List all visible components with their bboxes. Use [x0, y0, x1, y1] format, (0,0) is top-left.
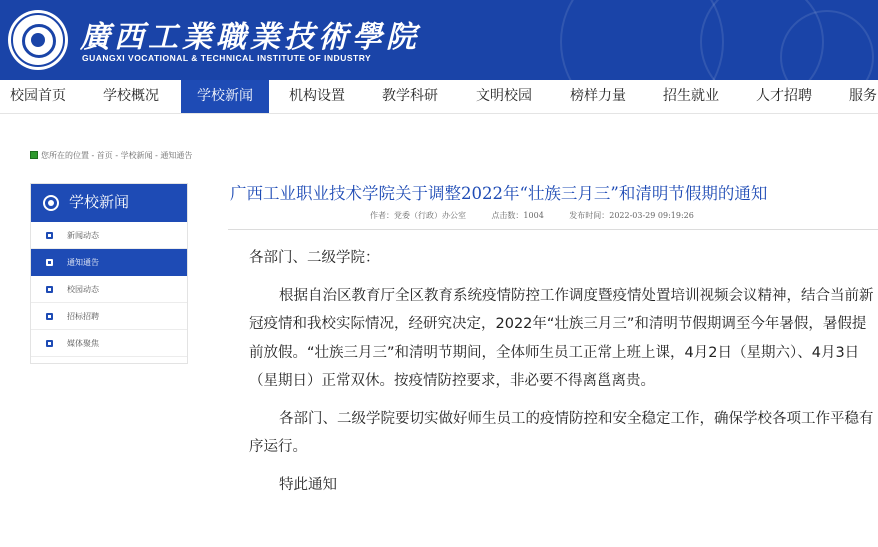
sidebar-item-label: 校园动态 — [67, 285, 99, 294]
bullet-icon — [46, 340, 53, 347]
nav-item-services[interactable]: 服务 — [849, 88, 877, 104]
sidebar-item-news-updates[interactable] — [31, 222, 187, 249]
nav-item-teaching-research[interactable]: 教学科研 — [382, 88, 438, 104]
nav-item-overview[interactable]: 学校概况 — [103, 88, 159, 104]
nav-item-news[interactable]: 学校新闻 — [181, 80, 269, 113]
sidebar-header — [31, 184, 187, 222]
sidebar-item-label: 通知通告 — [67, 258, 99, 267]
school-name-chinese[interactable]: 廣西工業職業技術學院 — [80, 20, 420, 55]
nav-item-civilized-campus[interactable]: 文明校园 — [476, 88, 532, 104]
article-meta — [370, 210, 694, 221]
sidebar-item-media[interactable] — [31, 330, 187, 357]
article-author: 作者：党委（行政）办公室 — [370, 211, 466, 220]
site-header — [0, 0, 878, 80]
sidebar-item-label: 媒体聚焦 — [67, 339, 99, 348]
bullet-icon — [46, 259, 53, 266]
location-icon — [30, 151, 38, 159]
main-nav — [0, 80, 878, 114]
school-seal-logo[interactable] — [8, 10, 68, 70]
sidebar-item-tenders[interactable] — [31, 303, 187, 330]
nav-item-home[interactable]: 校园首页 — [10, 88, 66, 104]
bullet-icon — [46, 313, 53, 320]
bullet-icon — [46, 286, 53, 293]
article-title: 广西工业职业技术学院关于调整2022年“壮族三月三”和清明节假期的通知 — [230, 184, 768, 203]
article-publish-time: 发布时间：2022-03-29 09:19:26 — [569, 211, 694, 220]
article-paragraph: 各部门、二级学院要切实做好师生员工的疫情防控和安全稳定工作，确保学校各项工作平稳有序运行。 — [249, 410, 874, 455]
breadcrumb-text[interactable]: 您所在的位置 - 首页 - 学校新闻 - 通知通告 — [41, 151, 193, 160]
article-closing: 特此通知 — [279, 476, 337, 493]
school-name-english: GUANGXI VOCATIONAL & TECHNICAL INSTITUTE OF INDUSTRY — [82, 53, 372, 63]
article-divider — [228, 229, 878, 230]
sidebar-header-icon — [43, 195, 59, 211]
sidebar-item-label: 新闻动态 — [67, 231, 99, 240]
article-salutation: 各部门、二级学院： — [249, 250, 380, 266]
article-click-count: 点击数：1004 — [491, 211, 544, 220]
sidebar-title: 学校新闻 — [69, 193, 130, 211]
nav-item-departments[interactable]: 机构设置 — [289, 88, 345, 104]
bullet-icon — [46, 232, 53, 239]
sidebar-item-label: 招标招聘 — [67, 312, 99, 321]
nav-item-recruitment[interactable]: 人才招聘 — [756, 88, 812, 104]
nav-item-admissions[interactable]: 招生就业 — [663, 88, 719, 104]
breadcrumb — [30, 150, 192, 161]
sidebar-item-campus-news[interactable] — [31, 276, 187, 303]
sidebar-item-notices[interactable] — [31, 249, 187, 276]
article-paragraph: 根据自治区教育厅全区教育系统疫情防控工作调度暨疫情处置培训视频会议精神，结合当前新冠疫情和我校实际情况，经研究决定，2022年“壮族三月三”和清明节假期调至今年暑假，暑假提前放假。“壮族三月三”和清明节期间，全体师生员工正常上班上课，4月2日（星期六）、4月3日（星期日）正常双休。按疫情防控要求，非必要不得离邕离贵。 — [249, 287, 874, 389]
nav-item-role-models[interactable]: 榜样力量 — [570, 88, 626, 104]
article-body — [249, 244, 878, 499]
sidebar — [30, 183, 188, 364]
